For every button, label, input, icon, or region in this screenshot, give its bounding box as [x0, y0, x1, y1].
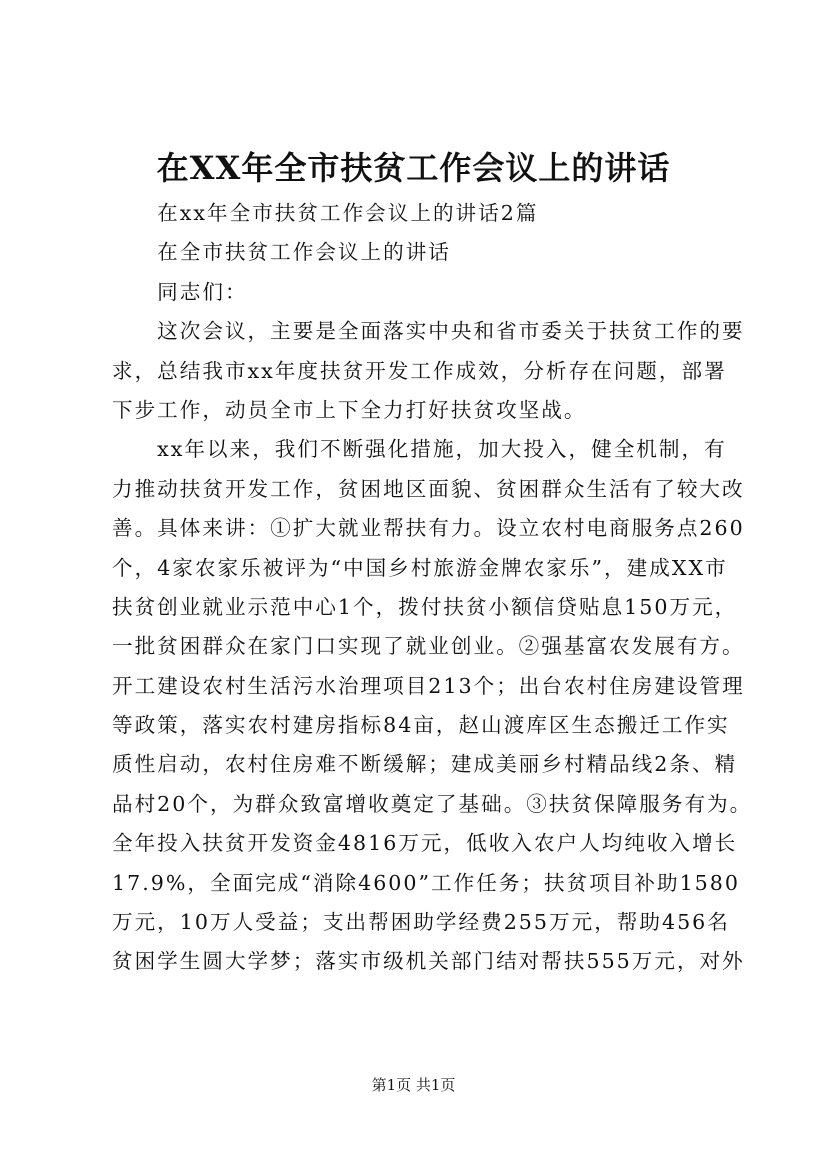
text-line: 等政策，落实农村建房指标84亩，赵山渡库区生态搬迁工作实 [112, 713, 730, 738]
text-line: 一批贫困群众在家门口实现了就业创业。②强基富农发展有方。 [112, 634, 745, 659]
text-line: 贫困学生圆大学梦；落实市级机关部门结对帮扶555万元，对外 [112, 949, 745, 974]
text-line: 在全市扶贫工作会议上的讲话 [112, 240, 451, 265]
text-line: 个，4家农家乐被评为“中国乡村旅游金牌农家乐”，建成XX市 [112, 555, 728, 580]
text-line: 下步工作，动员全市上下全力打好扶贫攻坚战。 [112, 397, 587, 422]
text-line: 同志们： [112, 279, 248, 304]
text-line: 这次会议，主要是全面落实中央和省市委关于扶贫工作的要 [112, 319, 745, 344]
document-body [112, 194, 753, 982]
text-line: 17.9%，全面完成“消除4600”工作任务；扶贫项目补助1580 [112, 870, 740, 895]
text-line: 品村20个，为群众致富增收奠定了基础。③扶贫保障服务有为。 [112, 791, 753, 816]
text-line: 万元，10万人受益；支出帮困助学经费255万元，帮助456名 [112, 910, 730, 935]
text-line: xx年以来，我们不断强化措施，加大投入，健全机制，有 [112, 437, 727, 462]
text-line: 在xx年全市扶贫工作会议上的讲话2篇 [112, 201, 539, 225]
text-line: 善。具体来讲：①扩大就业帮扶有力。设立农村电商服务点260 [112, 516, 745, 541]
text-line: 全年投入扶贫开发资金4816万元，低收入农户人均纯收入增长 [112, 831, 738, 856]
text-line: 求，总结我市xx年度扶贫开发工作成效，分析存在问题，部署 [112, 358, 727, 383]
text-line: 开工建设农村生活污水治理项目213个；出台农村住房建设管理 [112, 673, 745, 698]
document-title: 在XX年全市扶贫工作会议上的讲话 [156, 149, 671, 187]
text-line: 质性启动，农村住房难不断缓解；建成美丽乡村精品线2条、精 [112, 752, 738, 777]
text-line: 扶贫创业就业示范中心1个，拨付扶贫小额信贷贴息150万元， [112, 594, 738, 619]
text-line: 力推动扶贫开发工作，贫困地区面貌、贫困群众生活有了较大改 [112, 476, 745, 501]
page-footer: 第1页 共1页 [371, 1076, 456, 1094]
